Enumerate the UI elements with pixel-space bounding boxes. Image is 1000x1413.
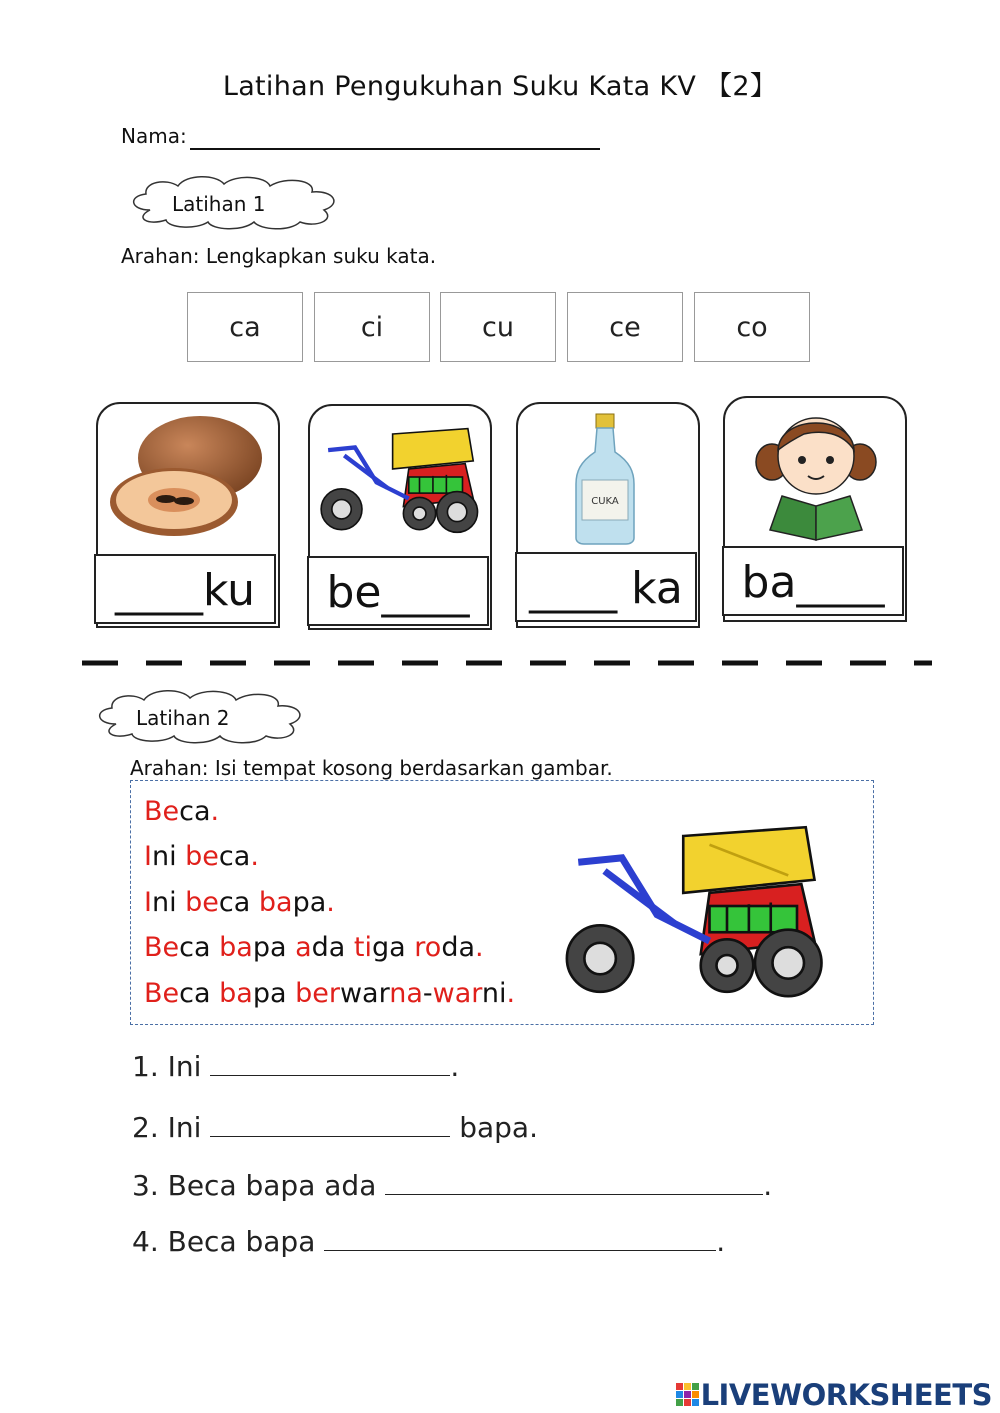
word-blank-ka[interactable]: ____ ka [515,552,697,622]
question-3-end: . [763,1169,773,1202]
nama-input-line[interactable] [190,148,600,150]
word-blank-ku[interactable]: ____ku [94,554,276,624]
liveworksheets-logo-icon [675,1382,701,1408]
question-1-text: 1. Ini [132,1050,202,1083]
syllable-box-ci[interactable]: ci [314,292,430,362]
word-blank-ba[interactable]: ba____ [722,546,904,616]
syllable-box-ce[interactable]: ce [567,292,683,362]
trishaw-large-icon [552,808,832,1004]
vinegar-bottle-icon [570,412,640,546]
question-4-end: . [716,1225,726,1258]
bottle-label-text: CUKA [591,496,619,507]
passage-line-2: Ini beca. [144,841,259,872]
question-1-end: . [450,1050,460,1083]
question-2 [132,1111,538,1144]
nama-label: Nama: [121,124,187,148]
latihan-2-instruction: Arahan: Isi tempat kosong berdasarkan gambar. [130,756,613,780]
syllable-box-cu[interactable]: cu [440,292,556,362]
question-4 [132,1225,725,1258]
section-divider [82,658,932,668]
passage-line-3: Ini beca bapa. [144,887,335,918]
syllable-box-ca[interactable]: ca [187,292,303,362]
sapodilla-fruit-icon [104,410,269,540]
latihan-1-label: Latihan 1 [172,192,266,216]
latihan-2-label: Latihan 2 [136,706,230,730]
girl-reading-book-icon [752,404,880,544]
question-1 [132,1050,459,1083]
syllable-box-co[interactable]: co [694,292,810,362]
trishaw-icon [312,412,484,542]
liveworksheets-logo [675,1378,992,1412]
question-4-text: 4. Beca bapa [132,1225,316,1258]
question-3-text: 3. Beca bapa ada [132,1169,377,1202]
liveworksheets-logo-text: LIVEWORKSHEETS [700,1378,992,1412]
question-2-text: 2. Ini [132,1111,202,1144]
question-3-blank[interactable] [385,1170,763,1195]
question-2-end: bapa. [459,1111,538,1144]
page-title: Latihan Pengukuhan Suku Kata KV 【2】 [222,71,778,102]
passage-line-1: Beca. [144,796,220,827]
passage-line-4: Beca bapa ada tiga roda. [144,932,484,963]
word-blank-be[interactable]: be____ [307,556,489,626]
question-1-blank[interactable] [210,1051,450,1076]
latihan-1-instruction: Arahan: Lengkapkan suku kata. [121,244,437,268]
question-3 [132,1169,772,1202]
question-2-blank[interactable] [210,1112,450,1137]
passage-line-5: Beca bapa berwarna-warni. [144,978,516,1009]
question-4-blank[interactable] [324,1226,716,1251]
